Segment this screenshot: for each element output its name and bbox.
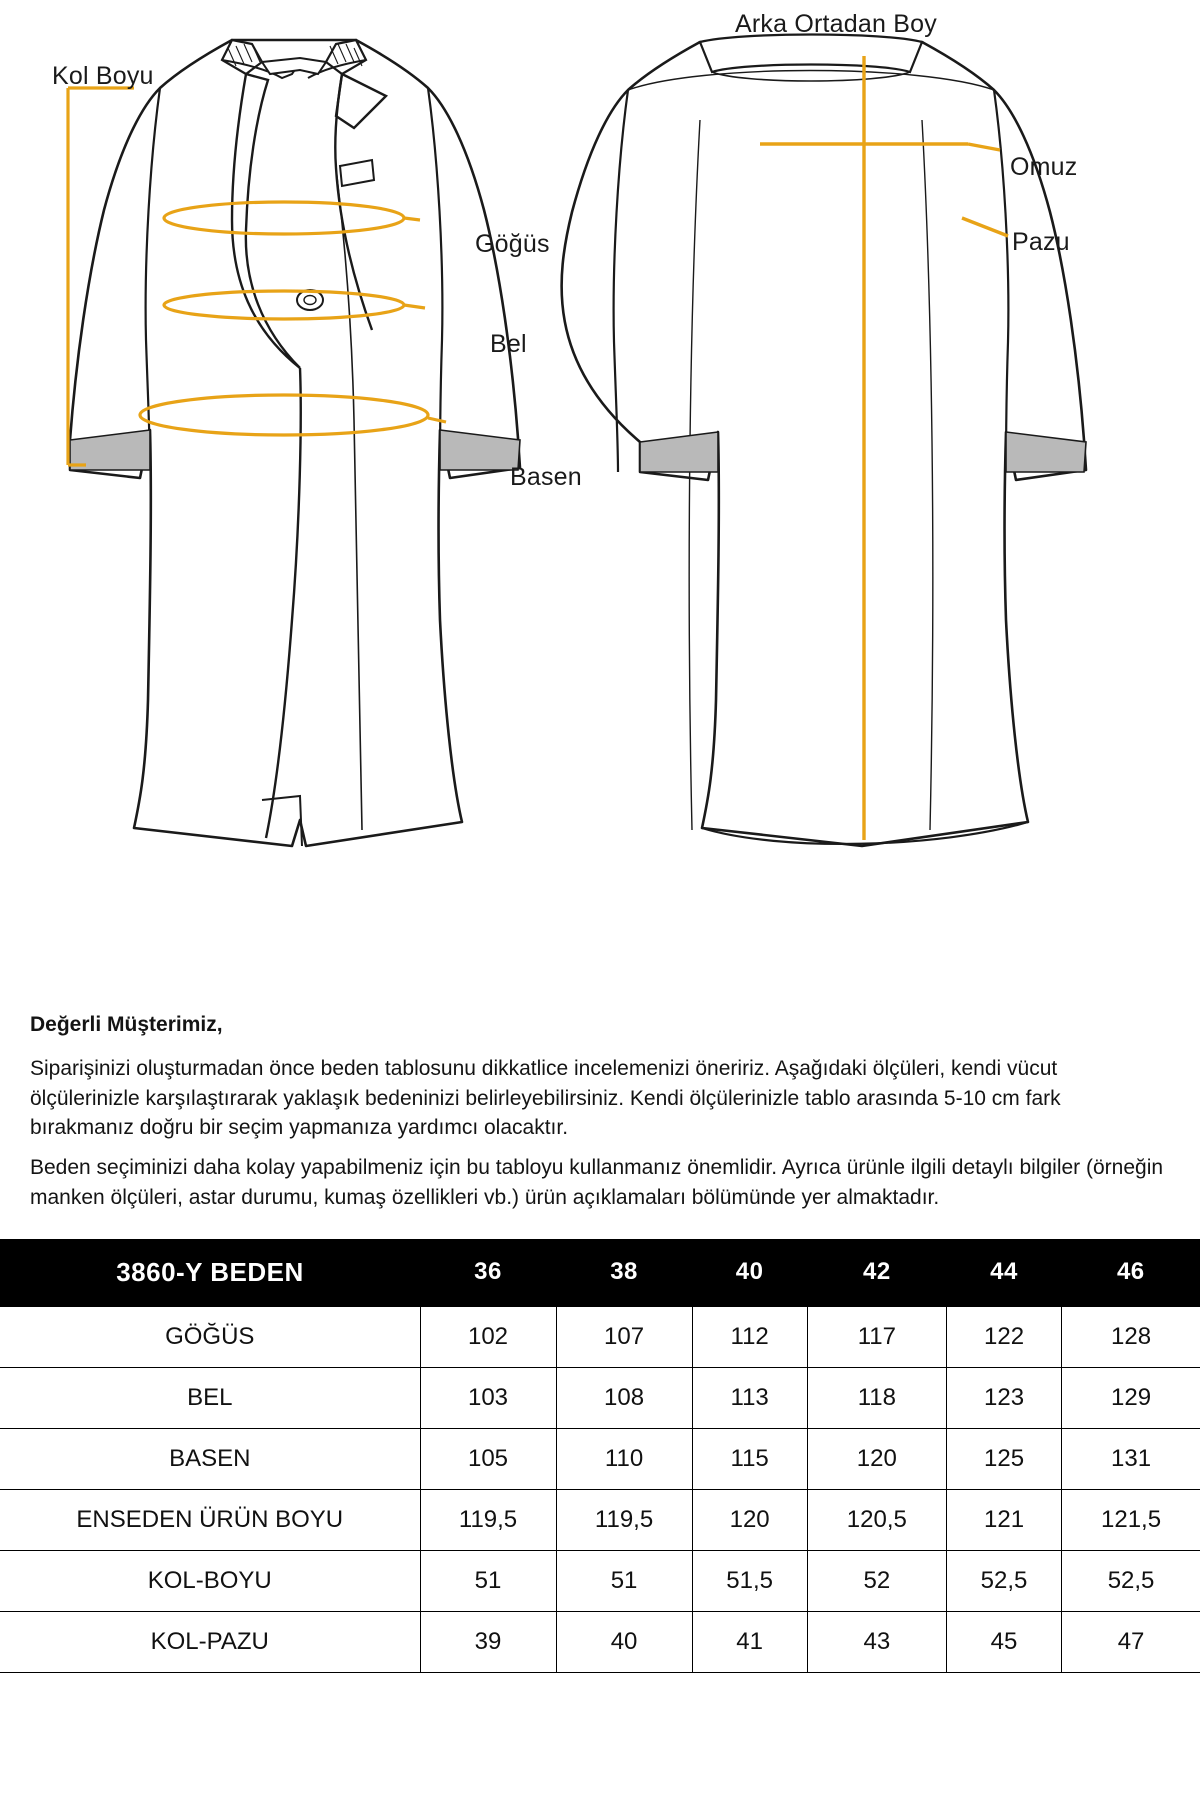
cell-basen-38: 110 [556, 1428, 692, 1489]
size-table-title: 3860-Y BEDEN [0, 1239, 420, 1307]
label-omuz: Omuz [1010, 153, 1078, 181]
size-table [0, 1239, 1200, 1673]
cell-enseden-36: 119,5 [420, 1489, 556, 1550]
size-header-46: 46 [1062, 1239, 1200, 1307]
cell-bel-38: 108 [556, 1367, 692, 1428]
row-label-kol-boyu: KOL-BOYU [0, 1550, 420, 1611]
row-label-enseden-urun-boyu: ENSEDEN ÜRÜN BOYU [0, 1489, 420, 1550]
cell-gogus-36: 102 [420, 1306, 556, 1367]
cell-kolboyu-40: 51,5 [692, 1550, 807, 1611]
table-row [0, 1611, 1200, 1672]
size-header-42: 42 [807, 1239, 946, 1307]
table-row [0, 1367, 1200, 1428]
front-coat-illustration [70, 40, 520, 846]
cell-basen-44: 125 [946, 1428, 1061, 1489]
cell-enseden-40: 120 [692, 1489, 807, 1550]
table-row [0, 1550, 1200, 1611]
customer-note-paragraph-1: Siparişinizi oluşturmadan önce beden tablosunu dikkatlice incelemenizi öneririz. Aşağıdaki ölçüleri, kendi vücut ölçülerinizle karşılaştırarak yaklaşık bedeninizi belirleyebilirsiniz. Kendi ölçülerinizle tablo arasında 5-10 cm fark bırakmanız doğru bir seçim yapmanıza yardımcı olacaktır. [30, 1056, 1061, 1140]
cell-kolboyu-46: 52,5 [1062, 1550, 1200, 1611]
size-table-header-row [0, 1239, 1200, 1307]
cell-gogus-44: 122 [946, 1306, 1061, 1367]
size-header-38: 38 [556, 1239, 692, 1307]
cell-enseden-38: 119,5 [556, 1489, 692, 1550]
customer-note-paragraph-2: Beden seçiminizi daha kolay yapabilmeniz için bu tabloyu kullanmanız önemlidir. Ayrıca ürünle ilgili detaylı bilgiler (örneğin manken ölçüleri, astar durumu, kumaş özellikleri vb.) ürün açıklamaları bölümünde yer almaktadır. [30, 1156, 1164, 1210]
cell-basen-42: 120 [807, 1428, 946, 1489]
size-table-body [0, 1306, 1200, 1672]
cell-kolpazu-44: 45 [946, 1611, 1061, 1672]
cell-bel-42: 118 [807, 1367, 946, 1428]
row-label-gogus: GÖĞÜS [0, 1306, 420, 1367]
cell-kolpazu-40: 41 [692, 1611, 807, 1672]
cell-basen-46: 131 [1062, 1428, 1200, 1489]
customer-note [0, 1010, 1200, 1213]
back-coat-illustration [562, 35, 1086, 847]
cell-enseden-42: 120,5 [807, 1489, 946, 1550]
cell-basen-36: 105 [420, 1428, 556, 1489]
label-basen: Basen [510, 463, 582, 491]
cell-gogus-38: 107 [556, 1306, 692, 1367]
label-arka-ortadan-boy: Arka Ortadan Boy [735, 10, 937, 38]
cell-gogus-42: 117 [807, 1306, 946, 1367]
size-header-36: 36 [420, 1239, 556, 1307]
cell-kolpazu-38: 40 [556, 1611, 692, 1672]
cell-gogus-40: 112 [692, 1306, 807, 1367]
cell-kolboyu-44: 52,5 [946, 1550, 1061, 1611]
table-row [0, 1428, 1200, 1489]
row-label-bel: BEL [0, 1367, 420, 1428]
cell-kolboyu-42: 52 [807, 1550, 946, 1611]
cell-bel-46: 129 [1062, 1367, 1200, 1428]
cell-kolboyu-38: 51 [556, 1550, 692, 1611]
size-header-44: 44 [946, 1239, 1061, 1307]
cell-bel-36: 103 [420, 1367, 556, 1428]
cell-bel-44: 123 [946, 1367, 1061, 1428]
cell-basen-40: 115 [692, 1428, 807, 1489]
size-header-40: 40 [692, 1239, 807, 1307]
cell-bel-40: 113 [692, 1367, 807, 1428]
row-label-kol-pazu: KOL-PAZU [0, 1611, 420, 1672]
cell-kolpazu-36: 39 [420, 1611, 556, 1672]
row-label-basen: BASEN [0, 1428, 420, 1489]
cell-kolpazu-42: 43 [807, 1611, 946, 1672]
table-row [0, 1306, 1200, 1367]
cell-kolpazu-46: 47 [1062, 1611, 1200, 1672]
label-kol-boyu: Kol Boyu [52, 62, 154, 90]
label-gogus: Göğüs [475, 230, 550, 258]
cell-enseden-46: 121,5 [1062, 1489, 1200, 1550]
table-row [0, 1489, 1200, 1550]
size-table-container [0, 1239, 1200, 1673]
cell-kolboyu-36: 51 [420, 1550, 556, 1611]
customer-salutation: Değerli Müşterimiz, [30, 1013, 223, 1036]
cell-enseden-44: 121 [946, 1489, 1061, 1550]
label-bel: Bel [490, 330, 527, 358]
size-table-head [0, 1239, 1200, 1307]
cell-gogus-46: 128 [1062, 1306, 1200, 1367]
label-pazu: Pazu [1012, 228, 1070, 256]
